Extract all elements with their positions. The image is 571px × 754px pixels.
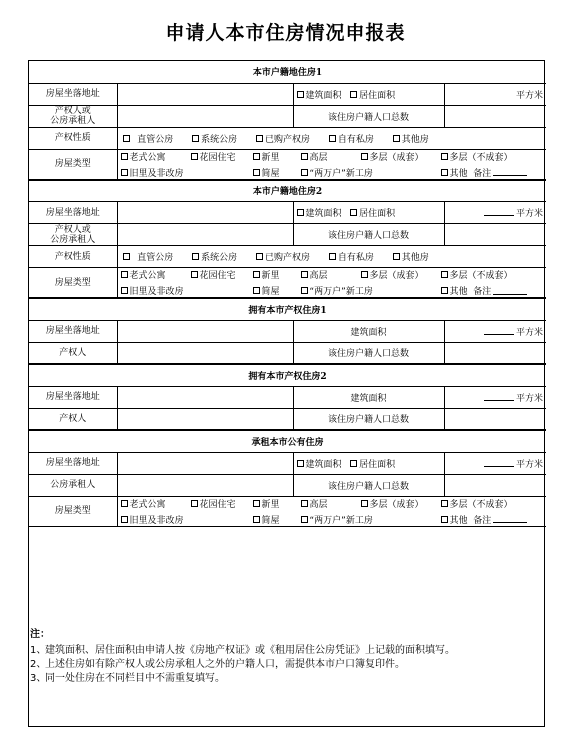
field-owner-or-tenant[interactable] <box>117 224 293 246</box>
option-label: 简屋 <box>261 287 280 297</box>
checkbox-option[interactable] <box>253 287 260 294</box>
house-type-options <box>117 496 546 526</box>
option-label: 其他房 <box>401 253 429 263</box>
checkbox-option[interactable] <box>121 153 128 160</box>
checkbox-building-area[interactable] <box>297 460 304 467</box>
option-label: 旧里及非改房 <box>129 515 184 526</box>
option-label: 多层（不成套） <box>449 271 513 281</box>
field-household-count[interactable] <box>444 408 546 430</box>
option-label: 其他 <box>449 515 468 526</box>
note-number: 2、 <box>30 659 47 670</box>
field-area[interactable] <box>444 320 546 342</box>
label-tenant: 公房承租人 <box>29 474 117 496</box>
unit-sqm: 平方米 <box>516 90 544 101</box>
checkbox-living-area[interactable] <box>350 460 357 467</box>
checkbox-building-area[interactable] <box>297 91 304 98</box>
field-address[interactable] <box>117 83 293 105</box>
option-label: 旧里及非改房 <box>129 168 184 179</box>
note-text: 建筑面积、居住面积由申请人按《房地产权证》或《租用居住公房凭证》上记载的面积填写。 <box>45 645 455 656</box>
area-underline <box>484 208 514 216</box>
option-label: “两万户”新工房 <box>309 168 373 179</box>
checkbox-option[interactable] <box>253 516 260 523</box>
notes-heading: 注： <box>30 629 50 640</box>
notes-section <box>30 628 544 686</box>
declaration-form <box>28 60 545 727</box>
option-label: 简屋 <box>261 515 280 526</box>
field-address[interactable] <box>117 452 293 474</box>
checkbox-option[interactable] <box>441 169 448 176</box>
checkbox-option[interactable] <box>192 135 199 142</box>
option-label: 多层（不成套） <box>449 499 513 510</box>
option-label: 新里 <box>261 271 280 281</box>
option-label: 多层（成套） <box>369 271 424 281</box>
option-label: 系统公房 <box>201 134 238 145</box>
option-label: 已购产权房 <box>265 253 311 263</box>
option-label: 建筑面积 <box>305 90 342 101</box>
option-label: 居住面积 <box>359 459 396 470</box>
option-label: 其他房 <box>401 134 429 145</box>
field-area[interactable] <box>444 452 546 474</box>
checkbox-option[interactable] <box>441 516 448 523</box>
label-household-count: 该住房户籍人口总数 <box>293 224 444 246</box>
area-underline <box>484 459 514 467</box>
option-label: 自有私房 <box>337 253 374 263</box>
label-building-area: 建筑面积 <box>293 386 444 408</box>
section-title-owned-1: 拥有本市产权住房1 <box>29 298 546 320</box>
field-owner-or-tenant[interactable] <box>117 105 293 127</box>
remark-field[interactable] <box>493 515 527 523</box>
area-underline <box>484 327 514 335</box>
field-address[interactable] <box>117 202 293 224</box>
option-label: 居住面积 <box>359 209 396 219</box>
checkbox-option[interactable] <box>253 500 260 507</box>
option-label: 高层 <box>309 499 328 510</box>
label-owner-or-tenant: 产权人或 公房承租人 <box>29 105 117 127</box>
field-household-count[interactable] <box>444 474 546 496</box>
checkbox-option[interactable] <box>121 271 128 278</box>
checkbox-option[interactable] <box>253 153 260 160</box>
checkbox-option[interactable] <box>393 253 400 260</box>
unit-sqm: 平方米 <box>516 393 544 404</box>
checkbox-option[interactable] <box>123 135 130 142</box>
checkbox-option[interactable] <box>361 153 368 160</box>
option-label: 已购产权房 <box>265 134 311 145</box>
checkbox-option[interactable] <box>121 516 128 523</box>
house-type-options <box>117 149 546 180</box>
field-household-count[interactable] <box>444 342 546 364</box>
field-owner[interactable] <box>117 342 293 364</box>
checkbox-option[interactable] <box>121 287 128 294</box>
page-title: 申请人本市住房情况申报表 <box>165 22 406 44</box>
option-label: 多层（成套） <box>369 499 424 510</box>
checkbox-option[interactable] <box>256 253 263 260</box>
checkbox-option[interactable] <box>253 169 260 176</box>
checkbox-living-area[interactable] <box>350 209 357 216</box>
label-property-nature: 产权性质 <box>29 246 117 268</box>
checkbox-living-area[interactable] <box>350 91 357 98</box>
note-text: 同一处住房在不同栏目中不需重复填写。 <box>45 673 225 684</box>
note-item <box>30 644 544 658</box>
option-label: 花园住宅 <box>199 271 236 281</box>
option-label: 其他 <box>449 287 468 297</box>
form-table <box>29 61 546 527</box>
checkbox-option[interactable] <box>301 500 308 507</box>
option-label: 老式公寓 <box>129 499 166 510</box>
unit-sqm: 平方米 <box>516 459 544 470</box>
label-address: 房屋坐落地址 <box>29 452 117 474</box>
checkbox-option[interactable] <box>191 153 198 160</box>
checkbox-option[interactable] <box>361 500 368 507</box>
checkbox-option[interactable] <box>441 287 448 294</box>
area-type-choice <box>293 452 444 474</box>
remark-label: 备注 <box>473 287 492 297</box>
option-label: 其他 <box>449 168 468 179</box>
option-label: 建筑面积 <box>305 459 342 470</box>
label-owner-or-tenant: 产权人或 公房承租人 <box>29 224 117 246</box>
checkbox-option[interactable] <box>256 135 263 142</box>
option-label: 自有私房 <box>337 134 374 145</box>
label-house-type: 房屋类型 <box>29 268 117 299</box>
checkbox-option[interactable] <box>301 271 308 278</box>
checkbox-option[interactable] <box>441 153 448 160</box>
option-label: 直管公房 <box>137 253 174 263</box>
option-label: 多层（不成套） <box>449 152 513 163</box>
field-tenant[interactable] <box>117 474 293 496</box>
remark-label: 备注 <box>473 515 492 526</box>
label-address: 房屋坐落地址 <box>29 83 117 105</box>
note-text: 上述住房如有除产权人或公房承租人之外的户籍人口，需提供本市户口簿复印件。 <box>45 659 405 670</box>
section-title-hukou-2: 本市户籍地住房2 <box>29 180 546 202</box>
field-area[interactable] <box>444 386 546 408</box>
label-household-count: 该住房户籍人口总数 <box>293 408 444 430</box>
note-item <box>30 672 544 686</box>
section-title-owned-2: 拥有本市产权住房2 <box>29 364 546 386</box>
field-owner[interactable] <box>117 408 293 430</box>
label-address: 房屋坐落地址 <box>29 202 117 224</box>
option-label: 简屋 <box>261 168 280 179</box>
option-label: 老式公寓 <box>129 152 166 163</box>
checkbox-building-area[interactable] <box>297 209 304 216</box>
field-area[interactable] <box>444 202 546 224</box>
section-title-public-rental: 承租本市公有住房 <box>29 430 546 452</box>
remark-label: 备注 <box>473 168 492 179</box>
option-label: 高层 <box>309 152 328 163</box>
area-underline <box>484 393 514 401</box>
option-label: 花园住宅 <box>199 152 236 163</box>
remark-field[interactable] <box>493 287 527 295</box>
option-label: 新里 <box>261 499 280 510</box>
option-label: “两万户”新工房 <box>309 287 373 297</box>
checkbox-option[interactable] <box>191 271 198 278</box>
checkbox-option[interactable] <box>121 500 128 507</box>
checkbox-option[interactable] <box>192 253 199 260</box>
checkbox-option[interactable] <box>253 271 260 278</box>
checkbox-option[interactable] <box>393 135 400 142</box>
checkbox-option[interactable] <box>301 287 308 294</box>
checkbox-option[interactable] <box>441 271 448 278</box>
area-type-choice <box>293 83 444 105</box>
checkbox-option[interactable] <box>191 500 198 507</box>
section-title-hukou-1: 本市户籍地住房1 <box>29 61 546 83</box>
label-address: 房屋坐落地址 <box>29 320 117 342</box>
label-household-count: 该住房户籍人口总数 <box>293 342 444 364</box>
label-household-count: 该住房户籍人口总数 <box>293 474 444 496</box>
unit-sqm: 平方米 <box>516 209 544 219</box>
label-owner: 产权人 <box>29 408 117 430</box>
checkbox-option[interactable] <box>441 500 448 507</box>
checkbox-option[interactable] <box>121 169 128 176</box>
label-household-count: 该住房户籍人口总数 <box>293 105 444 127</box>
option-label: 建筑面积 <box>305 209 342 219</box>
field-household-count[interactable] <box>444 105 546 127</box>
checkbox-option[interactable] <box>301 516 308 523</box>
label-address: 房屋坐落地址 <box>29 386 117 408</box>
option-label: 花园住宅 <box>199 499 236 510</box>
note-number: 1、 <box>30 645 47 656</box>
property-nature-options <box>117 127 546 149</box>
field-address[interactable] <box>117 386 293 408</box>
option-label: 多层（成套） <box>369 152 424 163</box>
label-building-area: 建筑面积 <box>293 320 444 342</box>
option-label: 高层 <box>309 271 328 281</box>
option-label: 居住面积 <box>359 90 396 101</box>
label-house-type: 房屋类型 <box>29 496 117 526</box>
option-label: 新里 <box>261 152 280 163</box>
remark-field[interactable] <box>493 168 527 176</box>
note-number: 3、 <box>30 673 47 684</box>
checkbox-option[interactable] <box>329 253 336 260</box>
property-nature-options <box>117 246 546 268</box>
checkbox-option[interactable] <box>329 135 336 142</box>
note-item <box>30 658 544 672</box>
checkbox-option[interactable] <box>301 153 308 160</box>
option-label: 旧里及非改房 <box>129 287 184 297</box>
checkbox-option[interactable] <box>123 253 130 260</box>
label-property-nature: 产权性质 <box>29 127 117 149</box>
label-owner: 产权人 <box>29 342 117 364</box>
checkbox-option[interactable] <box>361 271 368 278</box>
unit-sqm: 平方米 <box>516 327 544 338</box>
field-area[interactable] <box>444 83 546 105</box>
label-house-type: 房屋类型 <box>29 149 117 180</box>
option-label: 老式公寓 <box>129 271 166 281</box>
area-type-choice <box>293 202 444 224</box>
field-address[interactable] <box>117 320 293 342</box>
field-household-count[interactable] <box>444 224 546 246</box>
house-type-options <box>117 268 546 299</box>
option-label: 系统公房 <box>201 253 238 263</box>
option-label: “两万户”新工房 <box>309 515 373 526</box>
option-label: 直管公房 <box>137 134 174 145</box>
checkbox-option[interactable] <box>301 169 308 176</box>
